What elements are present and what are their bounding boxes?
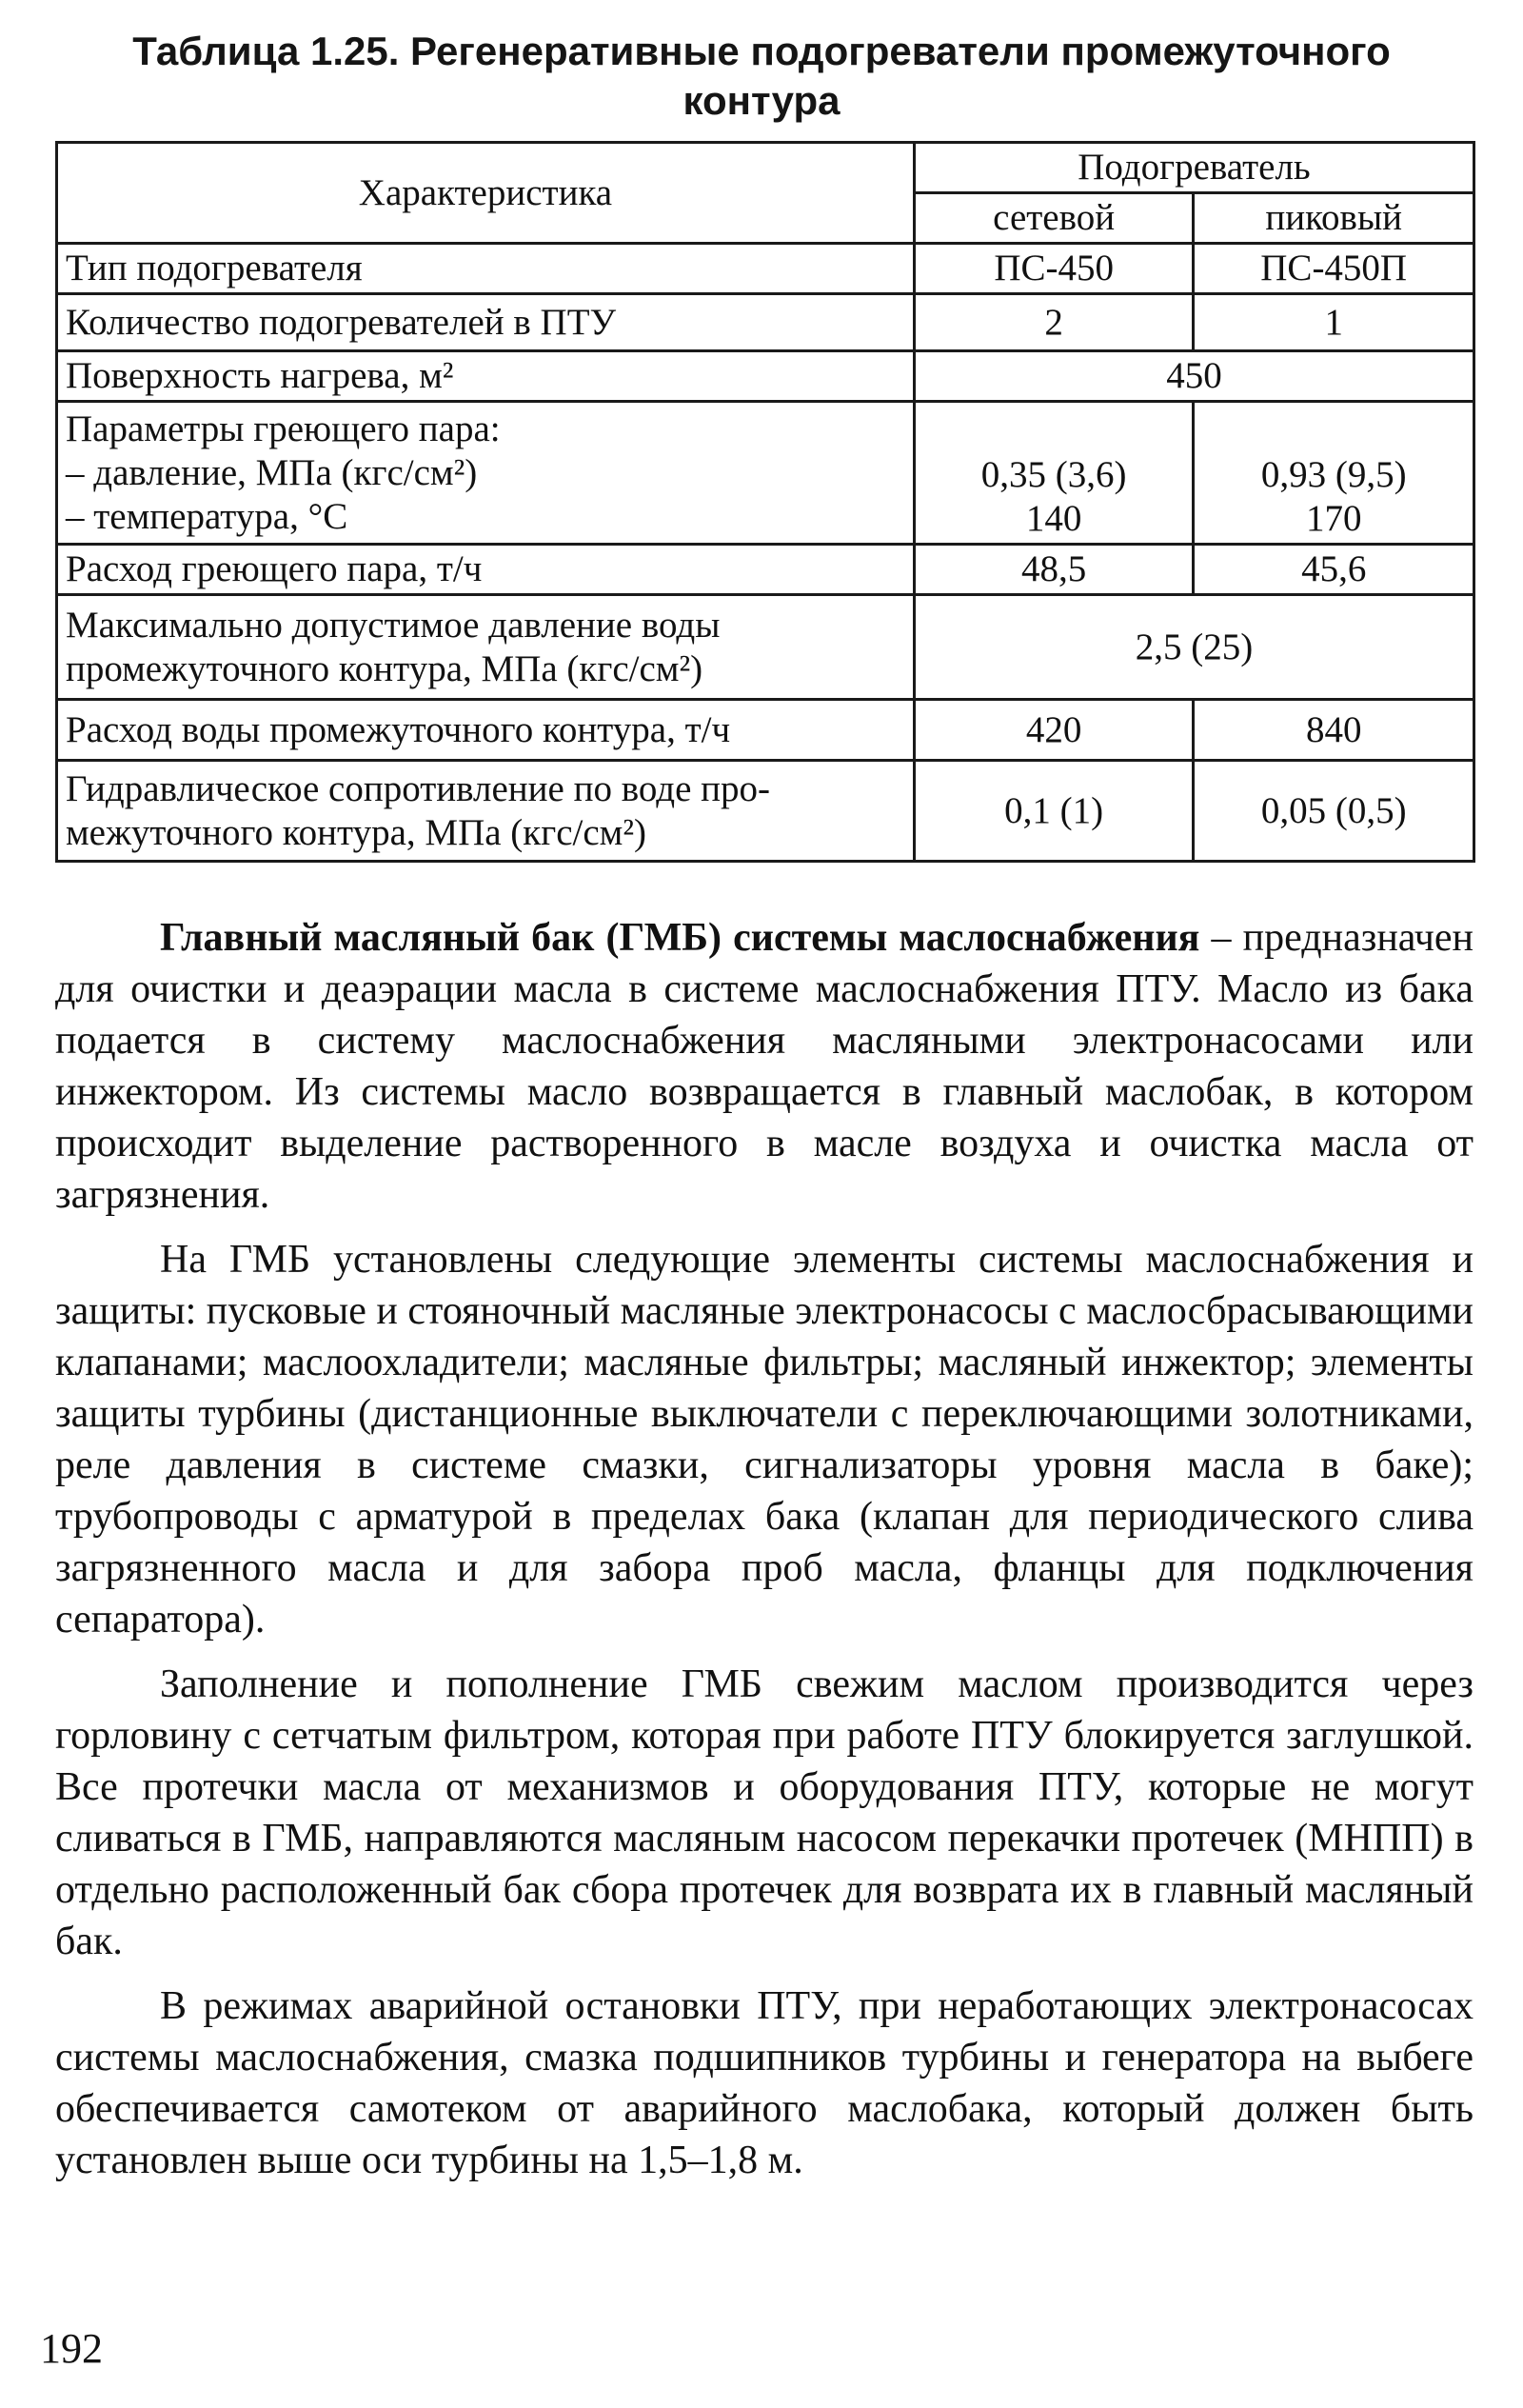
cell-network: ПС-450	[914, 244, 1193, 294]
row-label-multiline	[57, 595, 915, 700]
row-sublabel: – температура, °С	[66, 495, 348, 537]
table-row	[57, 402, 1474, 545]
header-peak: пиковый	[1194, 193, 1474, 244]
table-row	[57, 244, 1474, 294]
cell-peak: 45,6	[1194, 545, 1474, 595]
paragraph: Заполнение и пополнение ГМБ свежим маслом производится через горловину с сетчатым фильтром, которая при работе ПТУ блокируется заглушкой. Все протечки масла от механизмов и оборудования ПТУ, которые не могут сливаться в ГМБ, направляются масляным насосом перекачки протечек (МНПП) в отдельно расположенный бак сбора протечек для возврата их в главный масляный бак.	[55, 1662, 1474, 1963]
table-row	[57, 351, 1474, 402]
cell-merged: 450	[914, 351, 1474, 402]
cell-peak: ПС-450П	[1194, 244, 1474, 294]
table-header-row	[57, 143, 1474, 193]
cell-value: 170	[1305, 498, 1362, 539]
row-label: Поверхность нагрева, м²	[57, 351, 915, 402]
cell-network: 420	[914, 700, 1193, 761]
cell-value: 0,35 (3,6)	[980, 454, 1127, 495]
body-text	[55, 912, 1474, 2199]
row-sublabel: – давление, МПа (кгс/см²)	[66, 451, 478, 493]
row-label: Расход воды промежуточного контура, т/ч	[57, 700, 915, 761]
cell-peak	[1194, 402, 1474, 545]
row-label: Тип подогревателя	[57, 244, 915, 294]
cell-peak: 0,05 (0,5)	[1194, 761, 1474, 862]
cell-value: 140	[1025, 498, 1082, 539]
header-network: сетевой	[914, 193, 1193, 244]
row-label: Максимально допустимое давление воды	[66, 604, 721, 646]
cell-network	[914, 402, 1193, 545]
row-label: Расход греющего пара, т/ч	[57, 545, 915, 595]
header-heater-group: Подогреватель	[914, 143, 1474, 193]
table-caption-line-1: Таблица 1.25. Регенеративные подогреватели промежуточного	[132, 29, 1391, 73]
table-row	[57, 545, 1474, 595]
row-label-multiline	[57, 761, 915, 862]
page-number: 192	[40, 2325, 103, 2372]
row-label-multiline	[57, 402, 915, 545]
cell-network: 48,5	[914, 545, 1193, 595]
cell-peak: 1	[1194, 294, 1474, 351]
paragraph: В режимах аварийной остановки ПТУ, при неработающих электронасосах системы маслоснабжения, смазка подшипников турбины и генератора на выбеге обеспечивается самотеком от аварийного маслобака, который должен быть установлен выше оси турбины на 1,5–1,8 м.	[55, 1984, 1474, 2182]
header-characteristic: Характеристика	[57, 143, 915, 244]
table-row	[57, 761, 1474, 862]
table-caption-line-2: контура	[682, 78, 841, 123]
paragraph: На ГМБ установлены следующие элементы системы маслоснабжения и защиты: пусковые и стояночный масляные электронасосы с маслосбрасывающими клапанами; маслоохладители; масляные фильтры; масляный инжектор; элементы защиты турбины (дистанционные выключатели с переключающими золотниками, реле давления в системе смазки, сигнализаторы уровня масла в баке); трубопроводы с арматурой в пределах бака (клапан для периодического слива загрязненного масла и для забора проб масла, фланцы для подключения сепаратора).	[55, 1238, 1474, 1642]
row-label: Параметры греющего пара:	[66, 408, 501, 449]
cell-network: 2	[914, 294, 1193, 351]
paragraph-text: – предназначен для очистки и деаэрации масла в системе маслоснабжения ПТУ. Масло из бака подается в систему маслоснабжения масляными электронасосами или инжектором. Из системы масло возвращается в главный маслобак, в котором происходит выделение растворенного в масле воздуха и очистка масла от загрязнения.	[55, 916, 1474, 1217]
paragraph	[55, 912, 1474, 1221]
row-label: Количество подогревателей в ПТУ	[57, 294, 915, 351]
cell-network: 0,1 (1)	[914, 761, 1193, 862]
table-row	[57, 595, 1474, 700]
table-caption	[57, 27, 1466, 126]
paragraph-term: Главный масляный бак (ГМБ) системы маслоснабжения	[160, 916, 1200, 960]
row-label: промежуточного контура, МПа (кгс/см²)	[66, 647, 703, 689]
row-label: Гидравлическое сопротивление по воде про-	[66, 767, 770, 809]
cell-value: 0,93 (9,5)	[1260, 454, 1407, 495]
table-row	[57, 294, 1474, 351]
row-label: межуточного контура, МПа (кгс/см²)	[66, 811, 647, 853]
cell-merged: 2,5 (25)	[914, 595, 1474, 700]
cell-peak: 840	[1194, 700, 1474, 761]
heaters-table	[55, 141, 1475, 863]
table-row	[57, 700, 1474, 761]
